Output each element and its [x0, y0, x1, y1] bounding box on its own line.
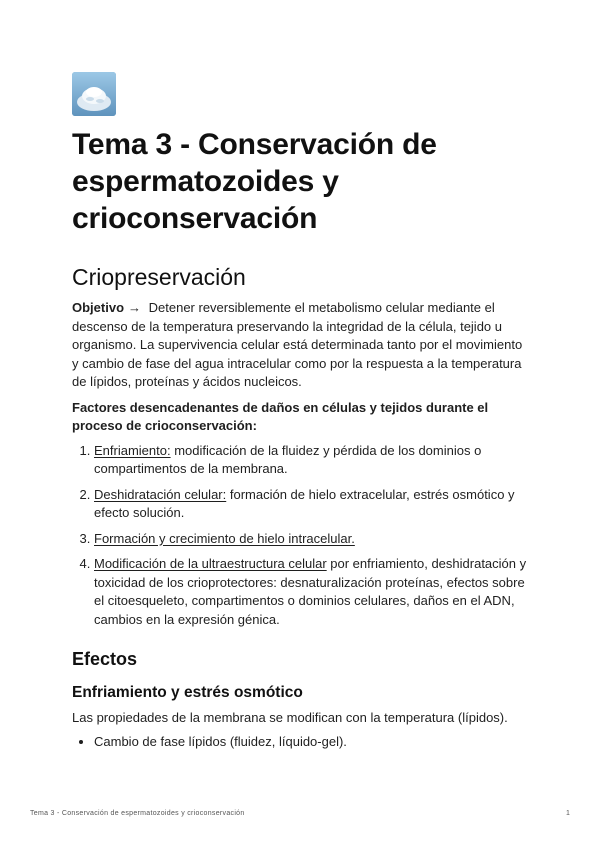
- objetivo-text: Detener reversiblemente el metabolismo celular mediante el descenso de la temperatura preservando la integridad de la célula, tejido u organismo. La supervivencia celular está determinada tanto por el movimiento y cambio de fase del agua intracelular como por la respuesta a la temperatura de lípidos, proteínas y ácidos nucleicos.: [72, 300, 523, 389]
- factor-text: modificación de la fluidez y pérdida de los dominios o compartimentos de la membrana.: [94, 442, 482, 476]
- footer-title: Tema 3 - Conservación de espermatozoides y crioconservación: [30, 810, 245, 817]
- list-item: [94, 530, 532, 549]
- list-item: [94, 486, 532, 523]
- objetivo-paragraph: [72, 299, 532, 392]
- subheading-enfriamiento: Enfriamiento y estrés osmótico: [72, 684, 303, 701]
- efectos-paragraph: Las propiedades de la membrana se modifican con la temperatura (lípidos).: [72, 710, 508, 725]
- objetivo-label: Objetivo: [72, 300, 125, 315]
- list-item: [94, 442, 532, 479]
- arrow-icon: →: [128, 300, 142, 315]
- factor-text: formación de hielo extracelular, estrés osmótico y efecto solución.: [94, 486, 515, 520]
- page-cover-image: [72, 72, 116, 116]
- frozen-vial-icon: [72, 72, 116, 116]
- factor-text: por enfriamiento, deshidratación y toxicidad de los crioprotectores: desnaturalización proteínas, efectos sobre el citoesqueleto, compartimentos o dominios celulares, daños en el ADN, cambios en la expresión génica.: [94, 556, 527, 627]
- factor-term: Enfriamiento:: [94, 442, 171, 458]
- factor-term: Deshidratación celular:: [94, 486, 227, 502]
- factor-term: Formación y crecimiento de hielo intracelular.: [94, 530, 355, 546]
- document-body: [72, 126, 532, 751]
- page-title: Tema 3 - Conservación de espermatozoides y crioconservación: [72, 128, 437, 235]
- page-number: 1: [566, 810, 570, 817]
- list-item: [94, 555, 532, 629]
- factor-term: Modificación de la ultraestructura celular: [94, 556, 327, 571]
- factores-heading: Factores desencadenantes de daños en células y tejidos durante el proceso de crioconservación:: [72, 399, 489, 433]
- section-heading-efectos: Efectos: [72, 649, 138, 669]
- list-item: • Cambio de fase lípidos (fluidez, líquido-gel).: [94, 733, 532, 752]
- efectos-bullets: [72, 733, 532, 752]
- factores-list: [72, 442, 532, 630]
- section-heading-criopreservacion: Criopreservación: [72, 264, 246, 290]
